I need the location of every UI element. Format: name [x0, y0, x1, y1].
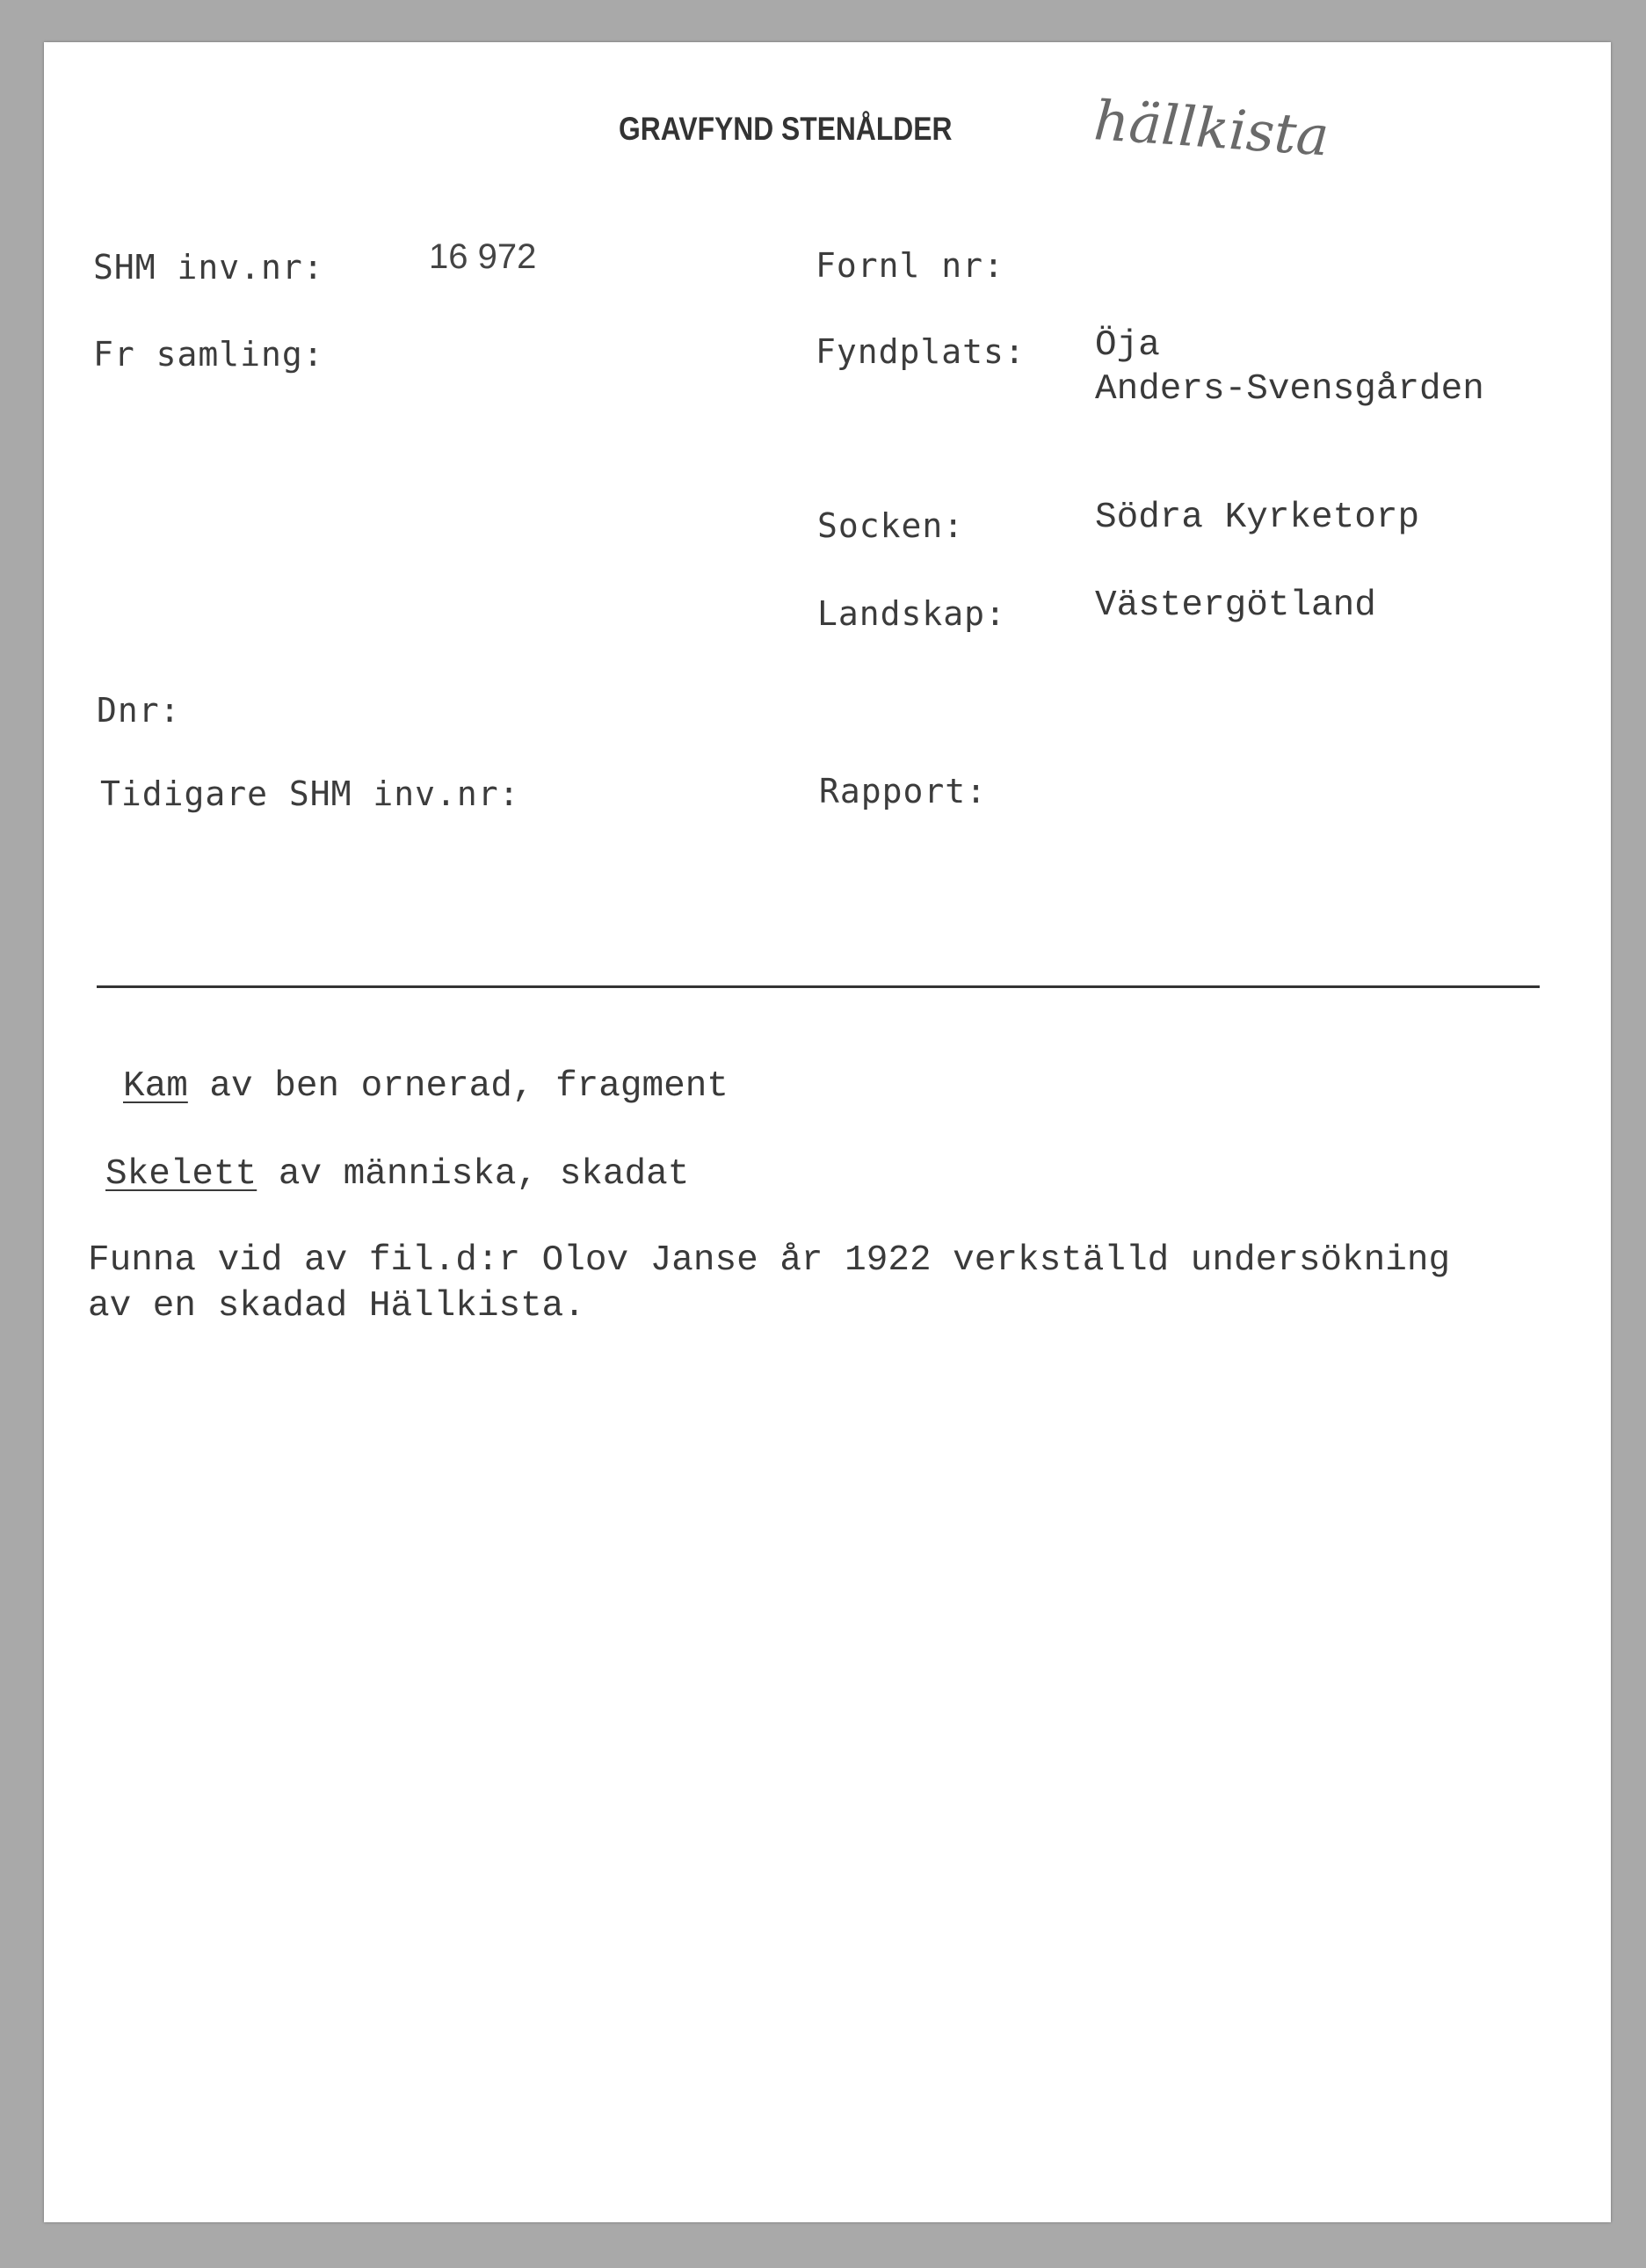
- tidigare-shm-inv-label: Tidigare SHM inv.nr:: [100, 774, 520, 813]
- fr-samling-label: Fr samling:: [93, 335, 324, 374]
- section-divider: [97, 985, 1540, 988]
- fornl-nr-label: Fornl nr:: [816, 246, 1004, 285]
- shm-inv-value: 16 972: [429, 237, 537, 276]
- handwritten-note: hällkista: [1091, 88, 1331, 169]
- item-skelett: [105, 1154, 689, 1195]
- landskap-value: Västergötland: [1095, 585, 1376, 626]
- dnr-label: Dnr:: [97, 691, 181, 730]
- item-skelett-head: Skelett: [105, 1154, 257, 1195]
- item-kam-head: Kam: [123, 1066, 188, 1107]
- find-note: [88, 1238, 1450, 1329]
- catalog-card: [44, 42, 1611, 2222]
- fyndplats-label: Fyndplats:: [816, 332, 1026, 371]
- rapport-label: Rapport:: [819, 772, 988, 811]
- landskap-label: Landskap:: [817, 594, 1006, 633]
- shm-inv-label: SHM inv.nr:: [93, 248, 324, 287]
- item-skelett-rest: av människa, skadat: [257, 1154, 690, 1195]
- find-note-line1: Funna vid av fil.d:r Olov Janse år 1922 verkställd undersökning: [88, 1240, 1451, 1281]
- item-kam: [123, 1066, 729, 1107]
- fyndplats-value-line1: Öja: [1095, 325, 1160, 366]
- socken-value: Södra Kyrketorp: [1095, 498, 1420, 538]
- find-note-line2: av en skadad Hällkista.: [88, 1286, 585, 1327]
- card-title: GRAVFYND STENÅLDER: [619, 111, 953, 147]
- item-kam-rest: av ben ornerad, fragment: [187, 1066, 729, 1107]
- fyndplats-value-line2: Anders-Svensgården: [1095, 369, 1484, 410]
- socken-label: Socken:: [817, 506, 965, 545]
